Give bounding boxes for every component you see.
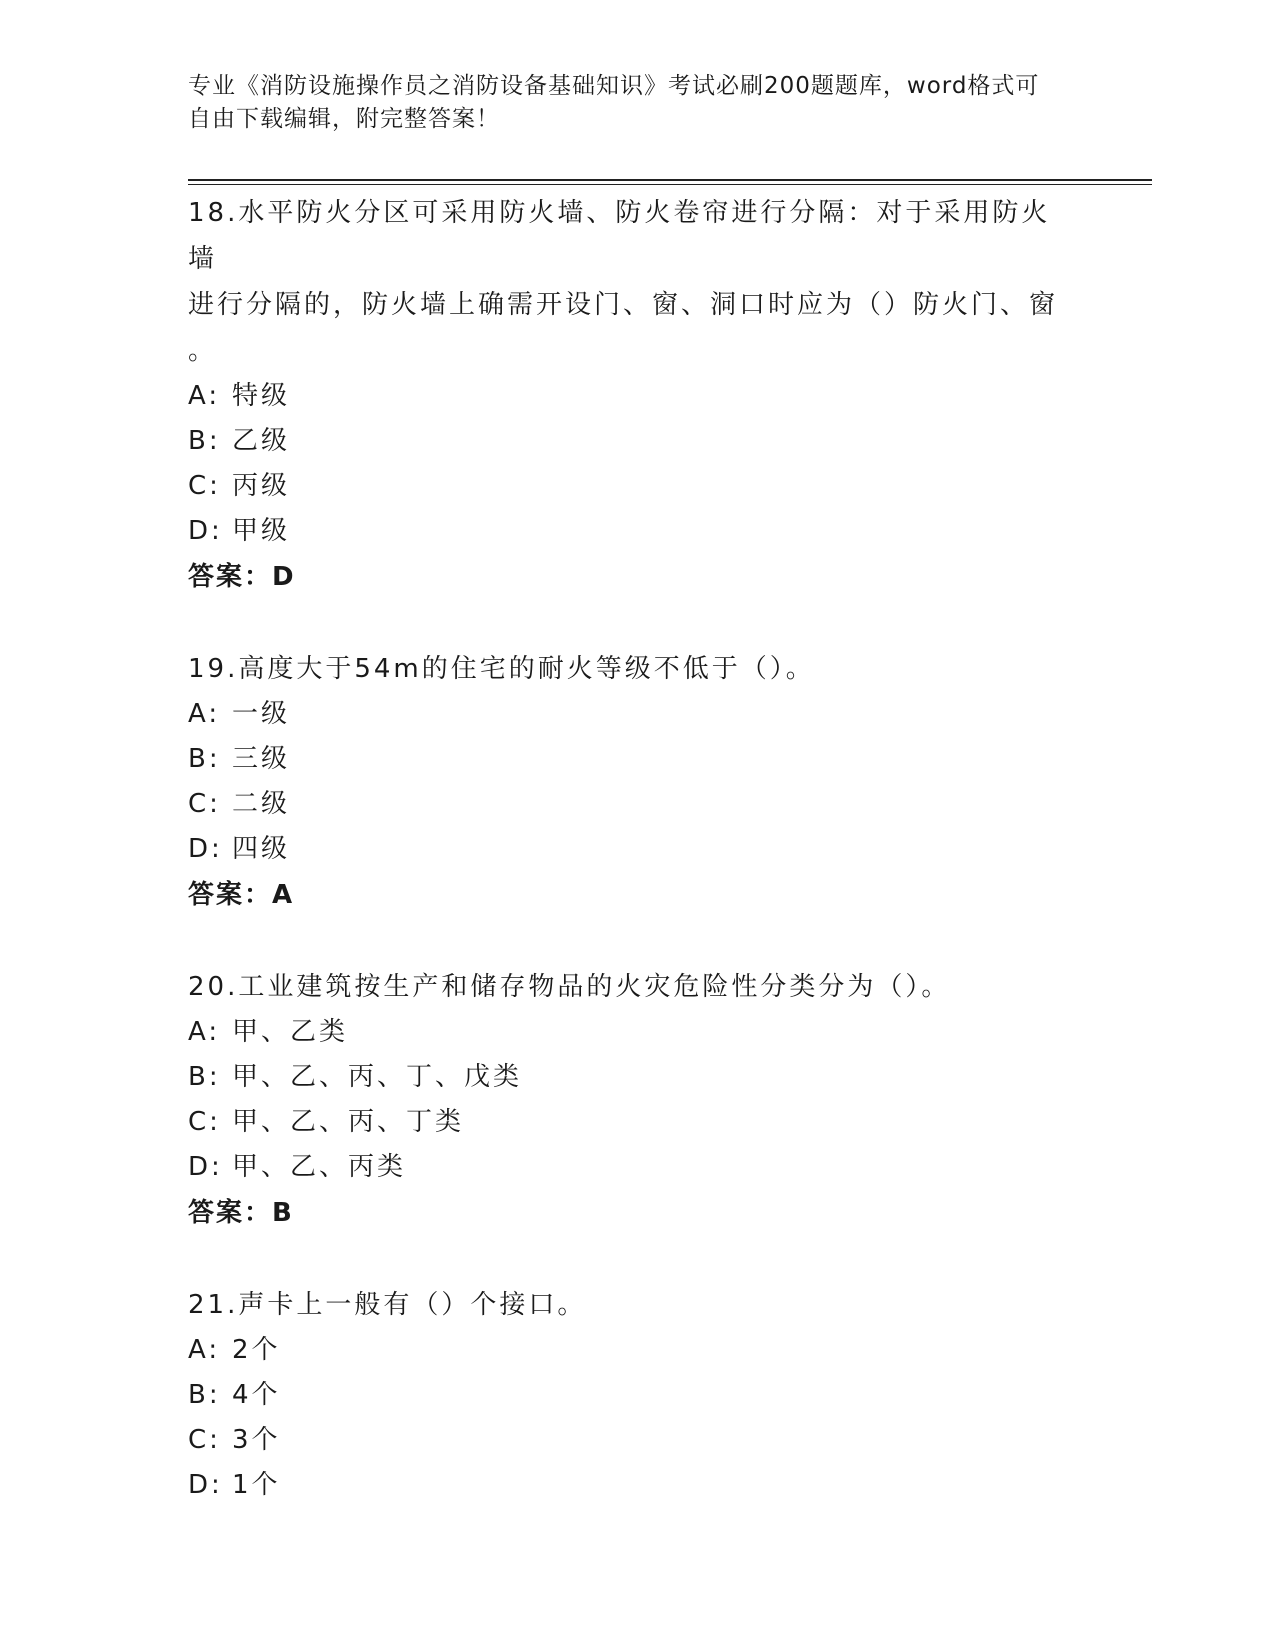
option-list [188, 374, 1088, 554]
question-stem-line: 18.水平防火分区可采用防火墙、防火卷帘进行分隔：对于采用防火墙 [188, 198, 1051, 274]
option-b [188, 1055, 1088, 1100]
question-18 [188, 190, 1088, 600]
option-key: A: [188, 1335, 221, 1365]
option-text: 甲、乙、丙、丁、戊类 [232, 1062, 523, 1092]
option-b [188, 419, 1088, 464]
option-list [188, 1328, 1088, 1508]
option-list [188, 692, 1088, 872]
answer-line: 答案：D [188, 562, 296, 592]
option-key: D: [188, 516, 223, 546]
header-line-1: 专业《消防设施操作员之消防设备基础知识》考试必刷200题题库，word格式可 [188, 73, 1040, 99]
question-stem [188, 1282, 1078, 1328]
option-text: 4个 [232, 1380, 281, 1410]
option-text: 甲、乙类 [232, 1017, 349, 1047]
header-divider-thick [188, 179, 1152, 181]
option-text: 丙级 [232, 471, 291, 501]
question-stem [188, 964, 1078, 1010]
question-19 [188, 646, 1088, 918]
option-key: B: [188, 426, 221, 456]
option-a [188, 1010, 1088, 1055]
option-c [188, 1100, 1088, 1145]
header-line-2: 自由下载编辑，附完整答案！ [188, 106, 500, 132]
option-d [188, 1463, 1088, 1508]
option-key: B: [188, 744, 221, 774]
question-stem [188, 190, 1078, 374]
option-b [188, 737, 1088, 782]
document-header [188, 70, 1068, 136]
answer-line: 答案：A [188, 880, 295, 910]
question-stem-line: 进行分隔的，防火墙上确需开设门、窗、洞口时应为（）防火门、窗 [188, 290, 1059, 320]
option-text: 3个 [232, 1425, 281, 1455]
option-text: 甲级 [232, 516, 291, 546]
question-stem-line: 21.声卡上一般有（）个接口。 [188, 1290, 587, 1320]
option-b [188, 1373, 1088, 1418]
option-text: 特级 [232, 381, 291, 411]
option-key: C: [188, 1107, 221, 1137]
option-key: A: [188, 699, 221, 729]
question-21 [188, 1282, 1088, 1508]
option-a [188, 1328, 1088, 1373]
option-text: 四级 [232, 834, 291, 864]
option-text: 三级 [232, 744, 291, 774]
option-key: B: [188, 1062, 221, 1092]
option-c [188, 1418, 1088, 1463]
option-text: 2个 [232, 1335, 281, 1365]
question-list [188, 190, 1088, 1554]
option-text: 甲、乙、丙、丁类 [232, 1107, 465, 1137]
question-stem-line: 19.高度大于54m的住宅的耐火等级不低于（）。 [188, 654, 815, 684]
option-list [188, 1010, 1088, 1190]
question-20 [188, 964, 1088, 1236]
option-d [188, 509, 1088, 554]
option-key: D: [188, 834, 223, 864]
option-a [188, 692, 1088, 737]
question-stem [188, 646, 1078, 692]
option-key: C: [188, 1425, 221, 1455]
option-key: D: [188, 1152, 223, 1182]
option-key: A: [188, 381, 221, 411]
question-stem-line: 20.工业建筑按生产和储存物品的火灾危险性分类分为（）。 [188, 972, 951, 1002]
option-text: 一级 [232, 699, 291, 729]
option-a [188, 374, 1088, 419]
header-divider-thin [188, 184, 1152, 185]
option-d [188, 1145, 1088, 1190]
question-stem-line: 。 [188, 336, 218, 366]
option-c [188, 464, 1088, 509]
option-key: C: [188, 789, 221, 819]
option-text: 甲、乙、丙类 [232, 1152, 407, 1182]
option-text: 二级 [232, 789, 291, 819]
option-key: C: [188, 471, 221, 501]
option-key: D: [188, 1470, 223, 1500]
option-c [188, 782, 1088, 827]
option-text: 乙级 [232, 426, 291, 456]
option-key: B: [188, 1380, 221, 1410]
option-d [188, 827, 1088, 872]
option-key: A: [188, 1017, 221, 1047]
option-text: 1个 [232, 1470, 281, 1500]
answer-line: 答案：B [188, 1198, 294, 1228]
